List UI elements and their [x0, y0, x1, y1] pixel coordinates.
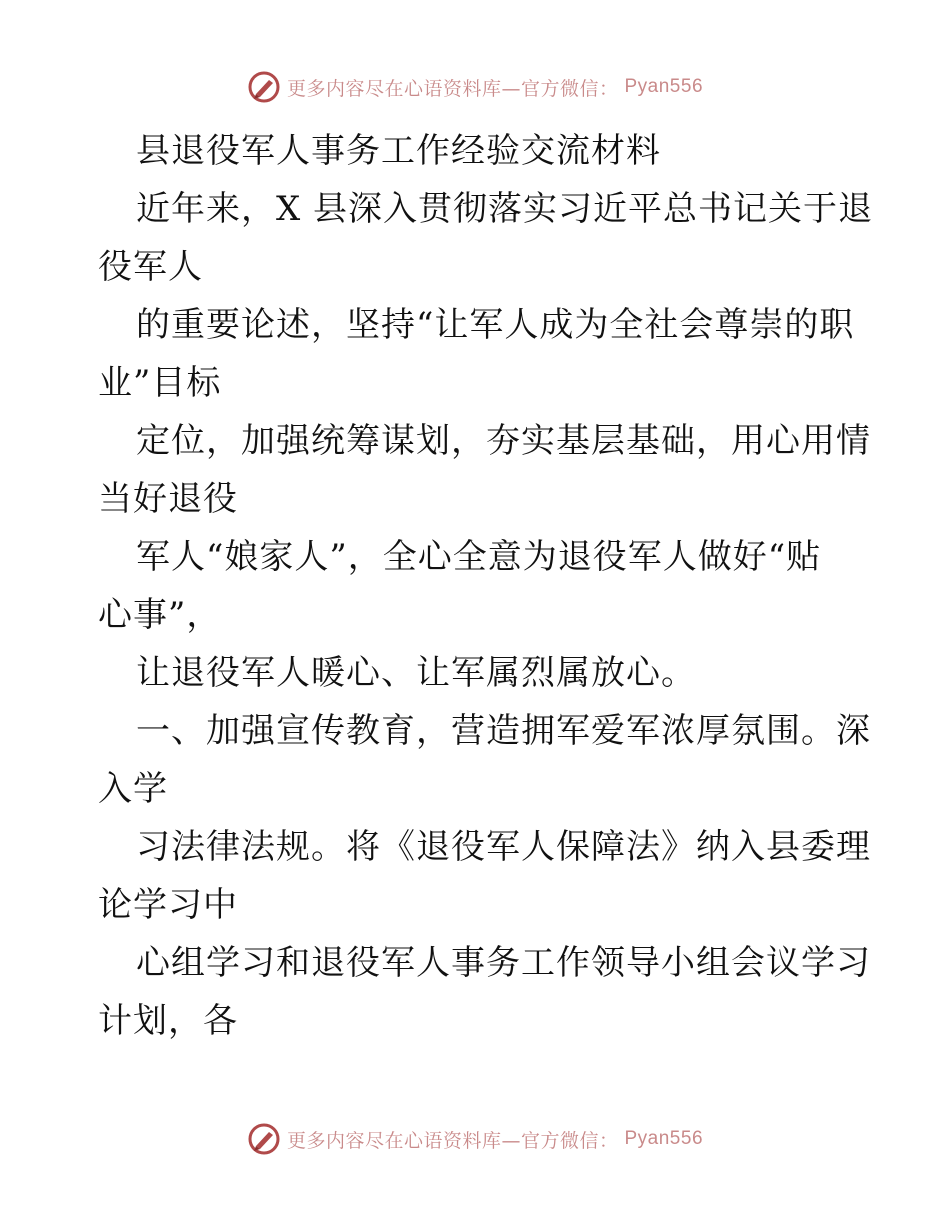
paragraph-line: 的重要论述，坚持“让军人成为全社会尊崇的职: [136, 305, 855, 345]
header-text: 更多内容尽在心语资料库—官方微信：: [286, 77, 619, 100]
pen-logo-icon: [247, 70, 281, 104]
section-heading-line: 一、加强宣传教育，营造拥军爱军浓厚氛围。深: [136, 711, 871, 751]
paragraph-line: 军人“娘家人”，全心全意为退役军人做好“贴: [136, 537, 822, 577]
paragraph-line: 心组学习和退役军人事务工作领导小组会议学习: [136, 943, 871, 983]
footer-wechat-id: Pyan556: [624, 1128, 704, 1149]
paragraph-line: 让退役军人暖心、让军属烈属放心。: [136, 653, 696, 693]
document-body: [98, 122, 874, 1050]
footer-text: 更多内容尽在心语资料库—官方微信：: [286, 1129, 619, 1152]
paragraph-line: 役军人: [98, 247, 203, 287]
header-wechat-id: Pyan556: [624, 76, 704, 97]
page-header-watermark: [0, 70, 950, 104]
paragraph-line: 近年来，X 县深入贯彻落实习近平总书记关于退: [136, 189, 874, 229]
paragraph-line: 业”目标: [98, 363, 222, 403]
pen-logo-icon: [247, 1122, 281, 1156]
paragraph-line: 论学习中: [98, 885, 238, 925]
paragraph-line: 心事”，: [98, 595, 222, 635]
paragraph-line: 计划，各: [98, 1001, 238, 1041]
paragraph-line: 习法律法规。将《退役军人保障法》纳入县委理: [136, 827, 871, 867]
page-footer-watermark: [0, 1122, 950, 1156]
document-title: 县退役军人事务工作经验交流材料: [136, 131, 661, 171]
paragraph-line: 定位，加强统筹谋划，夯实基层基础，用心用情: [136, 421, 871, 461]
paragraph-line: 入学: [98, 769, 168, 809]
paragraph-line: 当好退役: [98, 479, 238, 519]
